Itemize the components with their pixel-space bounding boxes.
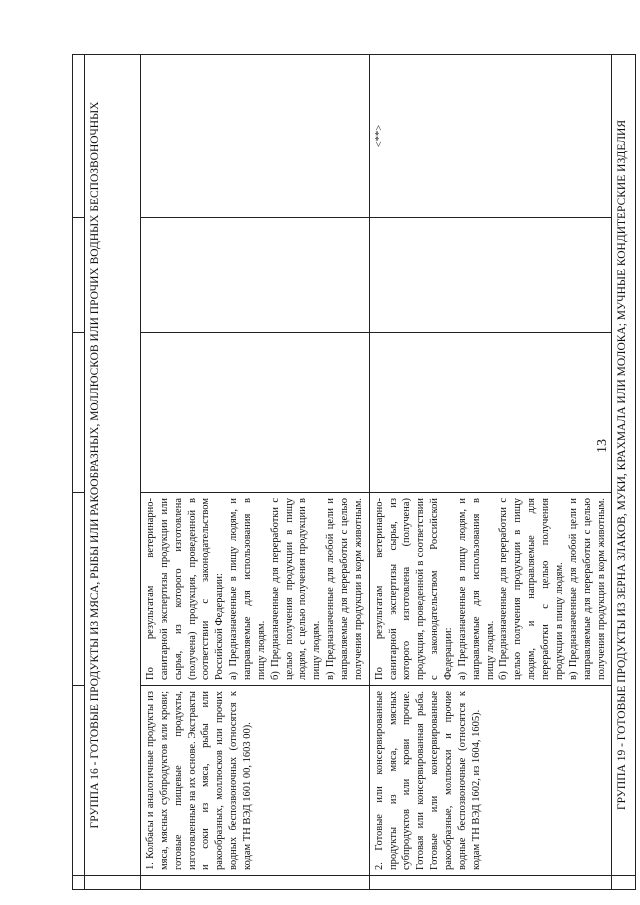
regulation-table [72, 54, 636, 890]
conditions-2 [369, 493, 612, 686]
table-row [141, 55, 370, 890]
group-19-title: ГРУППА 19 - ГОТОВЫЕ ПРОДУКТЫ ИЗ ЗЕРНА ЗЛАКОВ, МУКИ, КРАХМАЛА ИЛИ МОЛОКА; МУЧНЫЕ КОНДИТЕРСКИЕ ИЗДЕЛИЯ [612, 55, 636, 876]
product-description-2: 2. Готовые или консервированные продукты из мяса, мясных субпродуктов или крови прочие. Готовая или консервированная рыба. Готовые или консервированные ракообразные, моллюски и прочие водные беспозвоночные (относятся к кодам ТН ВЭД 1602, из 1604, 1605). [369, 686, 612, 876]
product-description-1: 1. Колбасы и аналогичные продукты из мяса, мясных субпродуктов или крови; готовые пищевые продукты, изготовленные на их основе. Экстракты и соки из мяса, рыбы или ракообразных, моллюсков или прочих водных беспозвоночных (относятся к кодам ТН ВЭД 1601 00, 1603 00). [141, 686, 370, 876]
note-cell-1 [141, 55, 370, 218]
note-cell-2: <**> [369, 55, 612, 218]
condition-b: б) Предназначенные для переработки с целью получения продукции в пищу людям, и направляемые для переработки с целью получения продукции в пищу людям. [498, 498, 565, 680]
group-header-row [612, 55, 636, 890]
table-row [369, 55, 612, 890]
table-spacer-row [73, 55, 85, 890]
condition-intro: По результатам ветеринарно-санитарной экспертизы сырья, из которого изготовлена (получена) продукция, проведенной в соответствии с законодательством Российской Федерации: [373, 498, 455, 680]
conditions-1 [141, 493, 370, 686]
group-header-row [85, 55, 141, 890]
condition-intro: По результатам ветеринарно-санитарной экспертизы продукции или сырья, из которого изготовлена (получена) продукция, проведенной в соответствии с законодательством Российской Федерации: [145, 498, 226, 680]
condition-c: в) Предназначенные для любой цели и направляемые для переработки с целью получения продукции в корм животным. [325, 497, 364, 680]
page-number: 13 [595, 439, 610, 453]
condition-b: б) Предназначенные для переработки с целью получения продукции в пищу людям, с целью получения продукции в пищу людям. [269, 498, 323, 680]
condition-a: а) Предназначенные в пищу людям, и направляемые для использования в пищу людям. [228, 498, 267, 680]
group-16-title: ГРУППА 16 - ГОТОВЫЕ ПРОДУКТЫ ИЗ МЯСА, РЫБЫ ИЛИ РАКООБРАЗНЫХ, МОЛЛЮСКОВ ИЛИ ПРОЧИХ ВОДНЫХ БЕСПОЗВОНОЧНЫХ [85, 55, 141, 876]
condition-c: в) Предназначенные для любой цели и направляемые для переработки с целью получения продукции в корм животным. [567, 497, 607, 680]
condition-a: а) Предназначенные в пищу людям, и направляемые для использования в пищу людям. [456, 498, 496, 680]
